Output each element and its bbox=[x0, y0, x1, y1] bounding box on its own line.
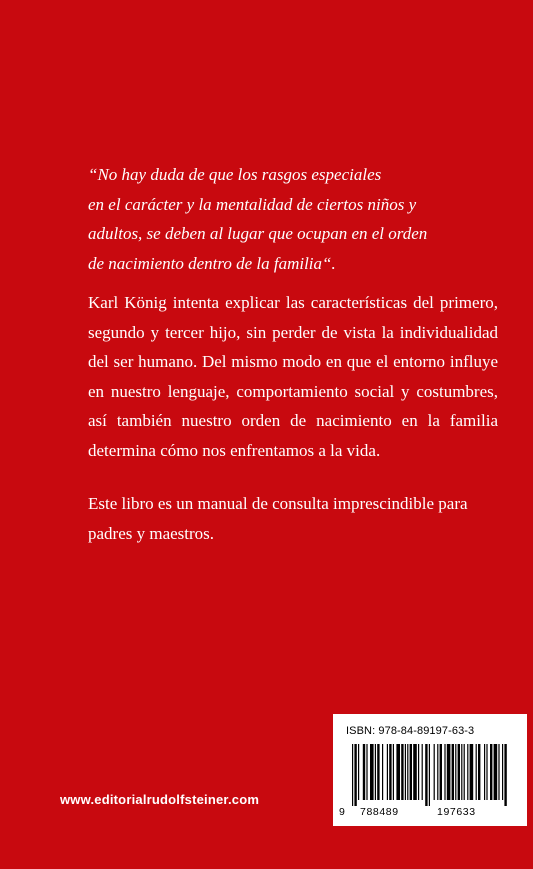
back-cover-quote: “No hay duda de que los rasgos especiales en el carácter y la mentalidad de ciertos niños y adultos, se deben al lugar que ocupan en el orden de nacimiento dentro de la familia“. bbox=[88, 165, 428, 273]
publisher-website: www.editorialrudolfsteiner.com bbox=[60, 792, 260, 807]
isbn-barcode-box bbox=[333, 714, 527, 826]
barcode-digits-right: 197633 bbox=[437, 806, 476, 818]
isbn-label: ISBN: 978-84-89197-63-3 bbox=[346, 725, 475, 737]
barcode-digits-left: 788489 bbox=[360, 806, 399, 818]
recommendation-paragraph: Este libro es un manual de consulta imprescindible para padres y maestros. bbox=[88, 494, 468, 543]
barcode-digit-lead: 9 bbox=[339, 806, 346, 818]
barcode-image bbox=[348, 744, 514, 806]
description-paragraph: Karl König intenta explicar las características del primero, segundo y tercer hijo, sin perder de vista la individualidad del ser humano. Del mismo modo en que el entorno influye en nuestro lenguaje, comportamiento social y costumbres, así también nuestro orden de nacimiento en la familia determina cómo nos enfrentamos a la vida. bbox=[88, 293, 498, 460]
